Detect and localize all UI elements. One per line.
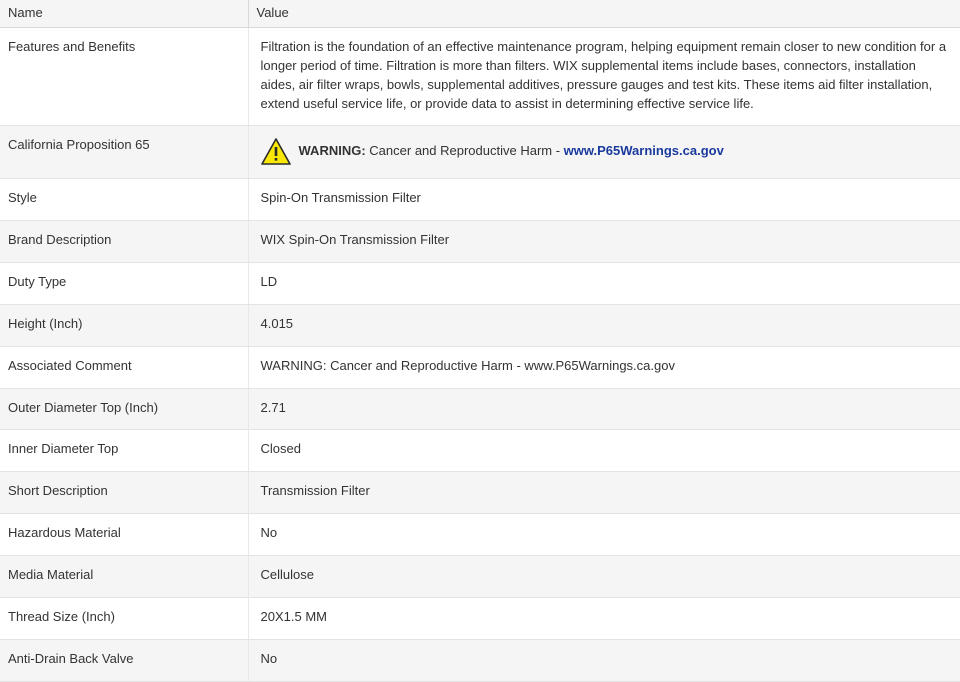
column-header-name[interactable]: Name	[0, 0, 248, 28]
table-header	[0, 0, 960, 28]
row-name-anti-drain-back-valve: Anti-Drain Back Valve	[0, 639, 248, 681]
table-row	[0, 28, 960, 126]
table-row	[0, 555, 960, 597]
row-value-california-proposition-65	[248, 126, 960, 179]
row-name-media-material: Media Material	[0, 555, 248, 597]
row-name-california-proposition-65: California Proposition 65	[0, 126, 248, 179]
row-value-short-description: Transmission Filter	[248, 472, 960, 514]
table-row	[0, 472, 960, 514]
p65-warnings-link[interactable]: www.P65Warnings.ca.gov	[563, 142, 724, 158]
table-row	[0, 221, 960, 263]
table-row	[0, 430, 960, 472]
row-value-brand-description: WIX Spin-On Transmission Filter	[248, 221, 960, 263]
row-value-hazardous-material: No	[248, 514, 960, 556]
table-row	[0, 514, 960, 556]
table-row	[0, 263, 960, 305]
row-value-style: Spin-On Transmission Filter	[248, 179, 960, 221]
row-value-inner-diameter-top: Closed	[248, 430, 960, 472]
row-value-thread-size-inch: 20X1.5 MM	[248, 597, 960, 639]
row-name-height-inch: Height (Inch)	[0, 304, 248, 346]
row-name-duty-type: Duty Type	[0, 263, 248, 305]
table-row	[0, 179, 960, 221]
row-name-brand-description: Brand Description	[0, 221, 248, 263]
table-row	[0, 388, 960, 430]
row-value-duty-type: LD	[248, 263, 960, 305]
row-name-inner-diameter-top: Inner Diameter Top	[0, 430, 248, 472]
row-name-hazardous-material: Hazardous Material	[0, 514, 248, 556]
row-name-outer-diameter-top-inch: Outer Diameter Top (Inch)	[0, 388, 248, 430]
table-body	[0, 28, 960, 682]
prop65-warning-text: Cancer and Reproductive Harm -	[369, 142, 561, 158]
row-value-associated-comment: WARNING: Cancer and Reproductive Harm - www.P65Warnings.ca.gov	[248, 346, 960, 388]
row-value-features-and-benefits	[248, 28, 960, 126]
row-value-height-inch: 4.015	[248, 304, 960, 346]
row-value-anti-drain-back-valve: No	[248, 639, 960, 681]
column-header-value[interactable]: Value	[248, 0, 960, 28]
row-name-short-description: Short Description	[0, 472, 248, 514]
table-row	[0, 304, 960, 346]
table-row	[0, 126, 960, 179]
warning-triangle-icon	[261, 138, 291, 165]
table-header-row	[0, 0, 960, 28]
row-value-outer-diameter-top-inch: 2.71	[248, 388, 960, 430]
table-row	[0, 639, 960, 681]
row-name-associated-comment: Associated Comment	[0, 346, 248, 388]
table-row	[0, 346, 960, 388]
prop65-warning-label: WARNING:	[298, 142, 366, 158]
row-name-style: Style	[0, 179, 248, 221]
row-name-features-and-benefits: Features and Benefits	[0, 28, 248, 126]
row-name-thread-size-inch: Thread Size (Inch)	[0, 597, 248, 639]
table-row	[0, 597, 960, 639]
row-value-media-material: Cellulose	[248, 555, 960, 597]
features-and-benefits-text: Filtration is the foundation of an effective maintenance program, helping equipment remain closer to new condition for a longer period of time. Filtration is more than filters. WIX supplemental items include bases, connectors, installation aides, air filter wraps, bowls, supplemental additives, pressure gauges and test kits. These items aid filter installation, extend useful service life, or provide data to assist in determining effective service life.	[260, 39, 947, 111]
